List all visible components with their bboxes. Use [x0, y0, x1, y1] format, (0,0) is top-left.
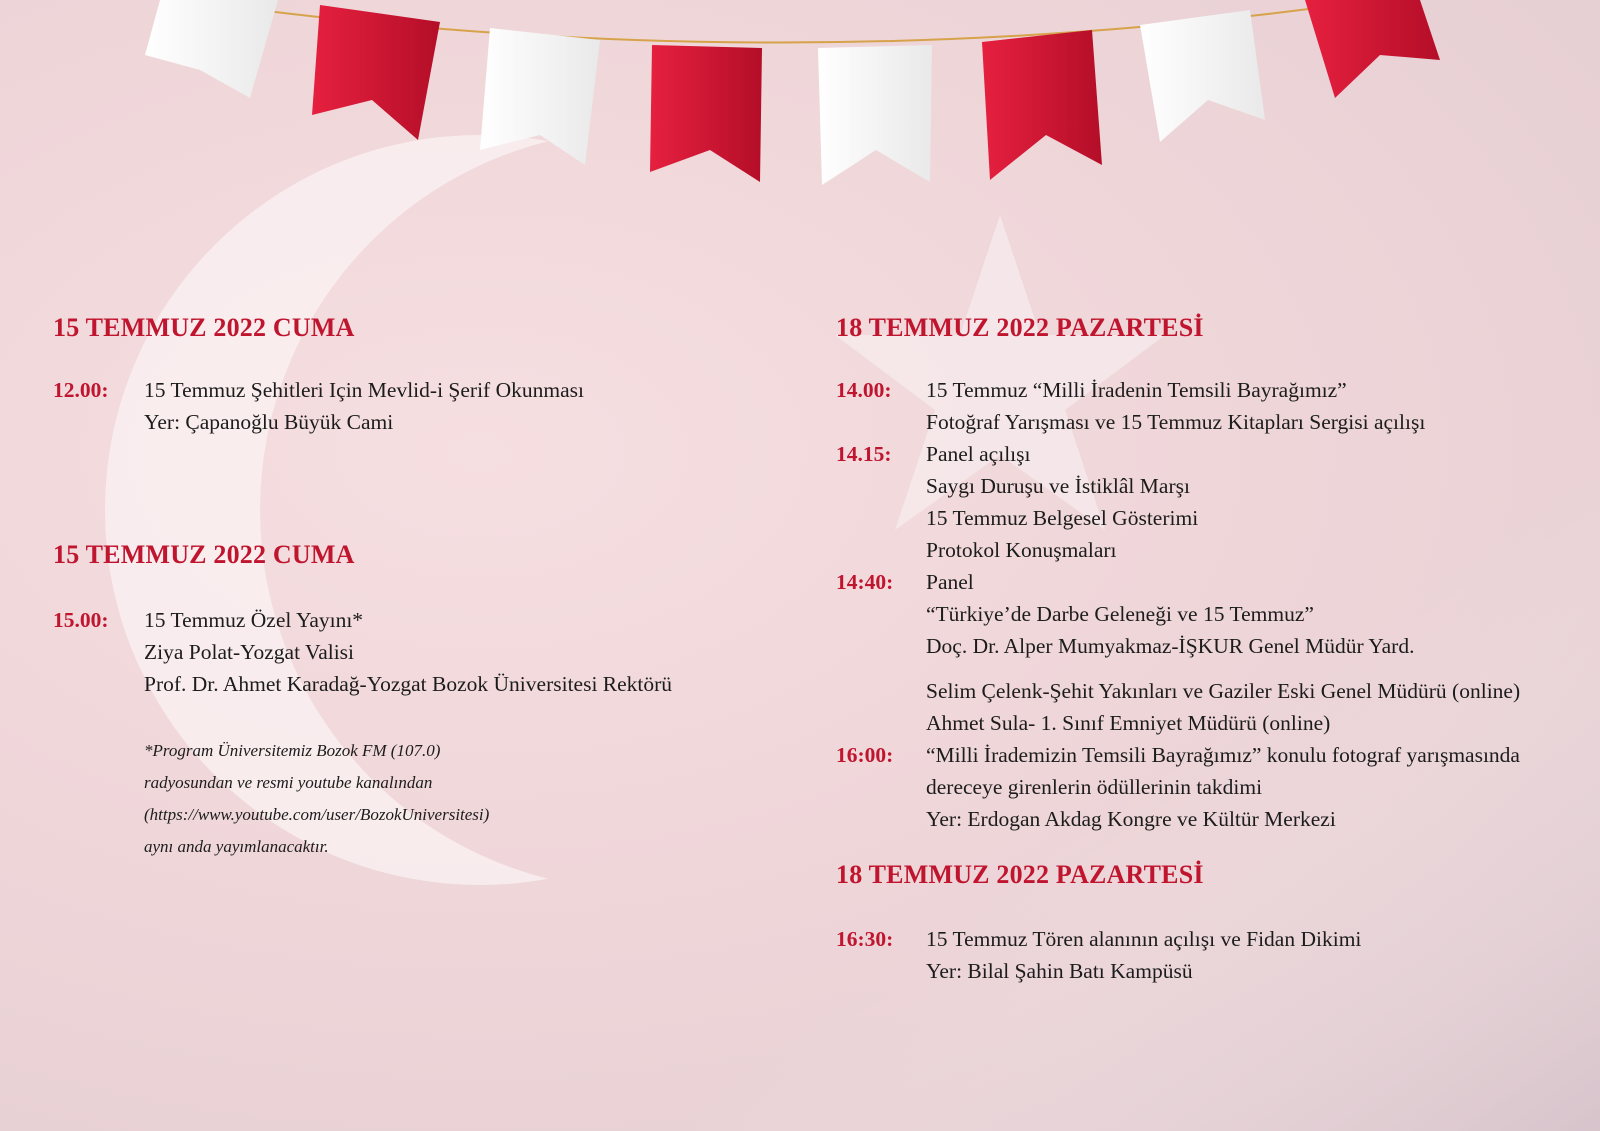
day3-line: dereceye girenlerin ödüllerinin takdimi [926, 775, 1263, 799]
day3-line: Fotoğraf Yarışması ve 15 Temmuz Kitapları Sergisi açılışı [926, 410, 1426, 434]
day3-line: Selim Çelenk-Şehit Yakınları ve Gaziler Eski Genel Müdürü (online) [926, 679, 1521, 703]
broadcast-note: radyosundan ve resmi youtube kanalından [144, 773, 433, 792]
day2-time: 15.00: [53, 608, 109, 632]
day1-title: 15 TEMMUZ 2022 CUMA [53, 313, 355, 342]
day3-line: Yer: Erdogan Akdag Kongre ve Kültür Merkezi [926, 807, 1336, 831]
day4-title: 18 TEMMUZ 2022 PAZARTESİ [836, 860, 1204, 889]
day3-time: 14.00: [836, 378, 892, 402]
day3-line: Saygı Duruşu ve İstiklâl Marşı [926, 474, 1190, 498]
bunting-flag [1140, 10, 1265, 142]
day2-line: Prof. Dr. Ahmet Karadağ-Yozgat Bozok Üniversitesi Rektörü [144, 672, 673, 696]
day3-line: Ahmet Sula- 1. Sınıf Emniyet Müdürü (online) [926, 711, 1331, 735]
broadcast-note-url: (https://www.youtube.com/user/BozokUniversitesi) [144, 805, 490, 824]
day3-line: Panel açılışı [926, 442, 1031, 466]
day3-line: “Türkiye’de Darbe Geleneği ve 15 Temmuz” [926, 602, 1314, 626]
day4-time: 16:30: [836, 927, 894, 951]
day3-line: Protokol Konuşmaları [926, 538, 1117, 562]
broadcast-note: *Program Üniversitemiz Bozok FM (107.0) [144, 741, 441, 760]
day1-line: 15 Temmuz Şehitleri Için Mevlid-i Şerif Okunması [144, 378, 584, 402]
day3-line: 15 Temmuz Belgesel Gösterimi [926, 506, 1199, 530]
day2-line: Ziya Polat-Yozgat Valisi [144, 640, 355, 664]
bunting-flag [145, 0, 278, 98]
day4-line: Yer: Bilal Şahin Batı Kampüsü [926, 959, 1193, 983]
bunting-flag [1305, 0, 1440, 98]
day3-time: 14:40: [836, 570, 894, 594]
day4-line: 15 Temmuz Tören alanının açılışı ve Fidan Dikimi [926, 927, 1362, 951]
bunting-flag [818, 45, 932, 185]
day2-title: 15 TEMMUZ 2022 CUMA [53, 540, 355, 569]
bunting-flag [650, 45, 762, 182]
day3-time: 14.15: [836, 442, 892, 466]
day1-time: 12.00: [53, 378, 109, 402]
day1-line: Yer: Çapanoğlu Büyük Cami [144, 410, 394, 434]
day2-line: 15 Temmuz Özel Yayını* [144, 608, 364, 632]
broadcast-note: aynı anda yayımlanacaktır. [144, 837, 329, 856]
bunting-flag [480, 28, 600, 165]
day3-line: 15 Temmuz “Milli İradenin Temsili Bayrağımız” [926, 378, 1347, 402]
bunting-flag [982, 30, 1102, 180]
day3-title: 18 TEMMUZ 2022 PAZARTESİ [836, 313, 1204, 342]
bunting-flag [312, 5, 440, 140]
day3-line: Panel [926, 570, 974, 594]
day3-line: Doç. Dr. Alper Mumyakmaz-İŞKUR Genel Müdür Yard. [926, 634, 1415, 658]
day3-line: “Milli İrademizin Temsili Bayrağımız” konulu fotograf yarışmasında [926, 743, 1520, 767]
bunting-decoration [0, 0, 1600, 200]
day3-time: 16:00: [836, 743, 894, 767]
